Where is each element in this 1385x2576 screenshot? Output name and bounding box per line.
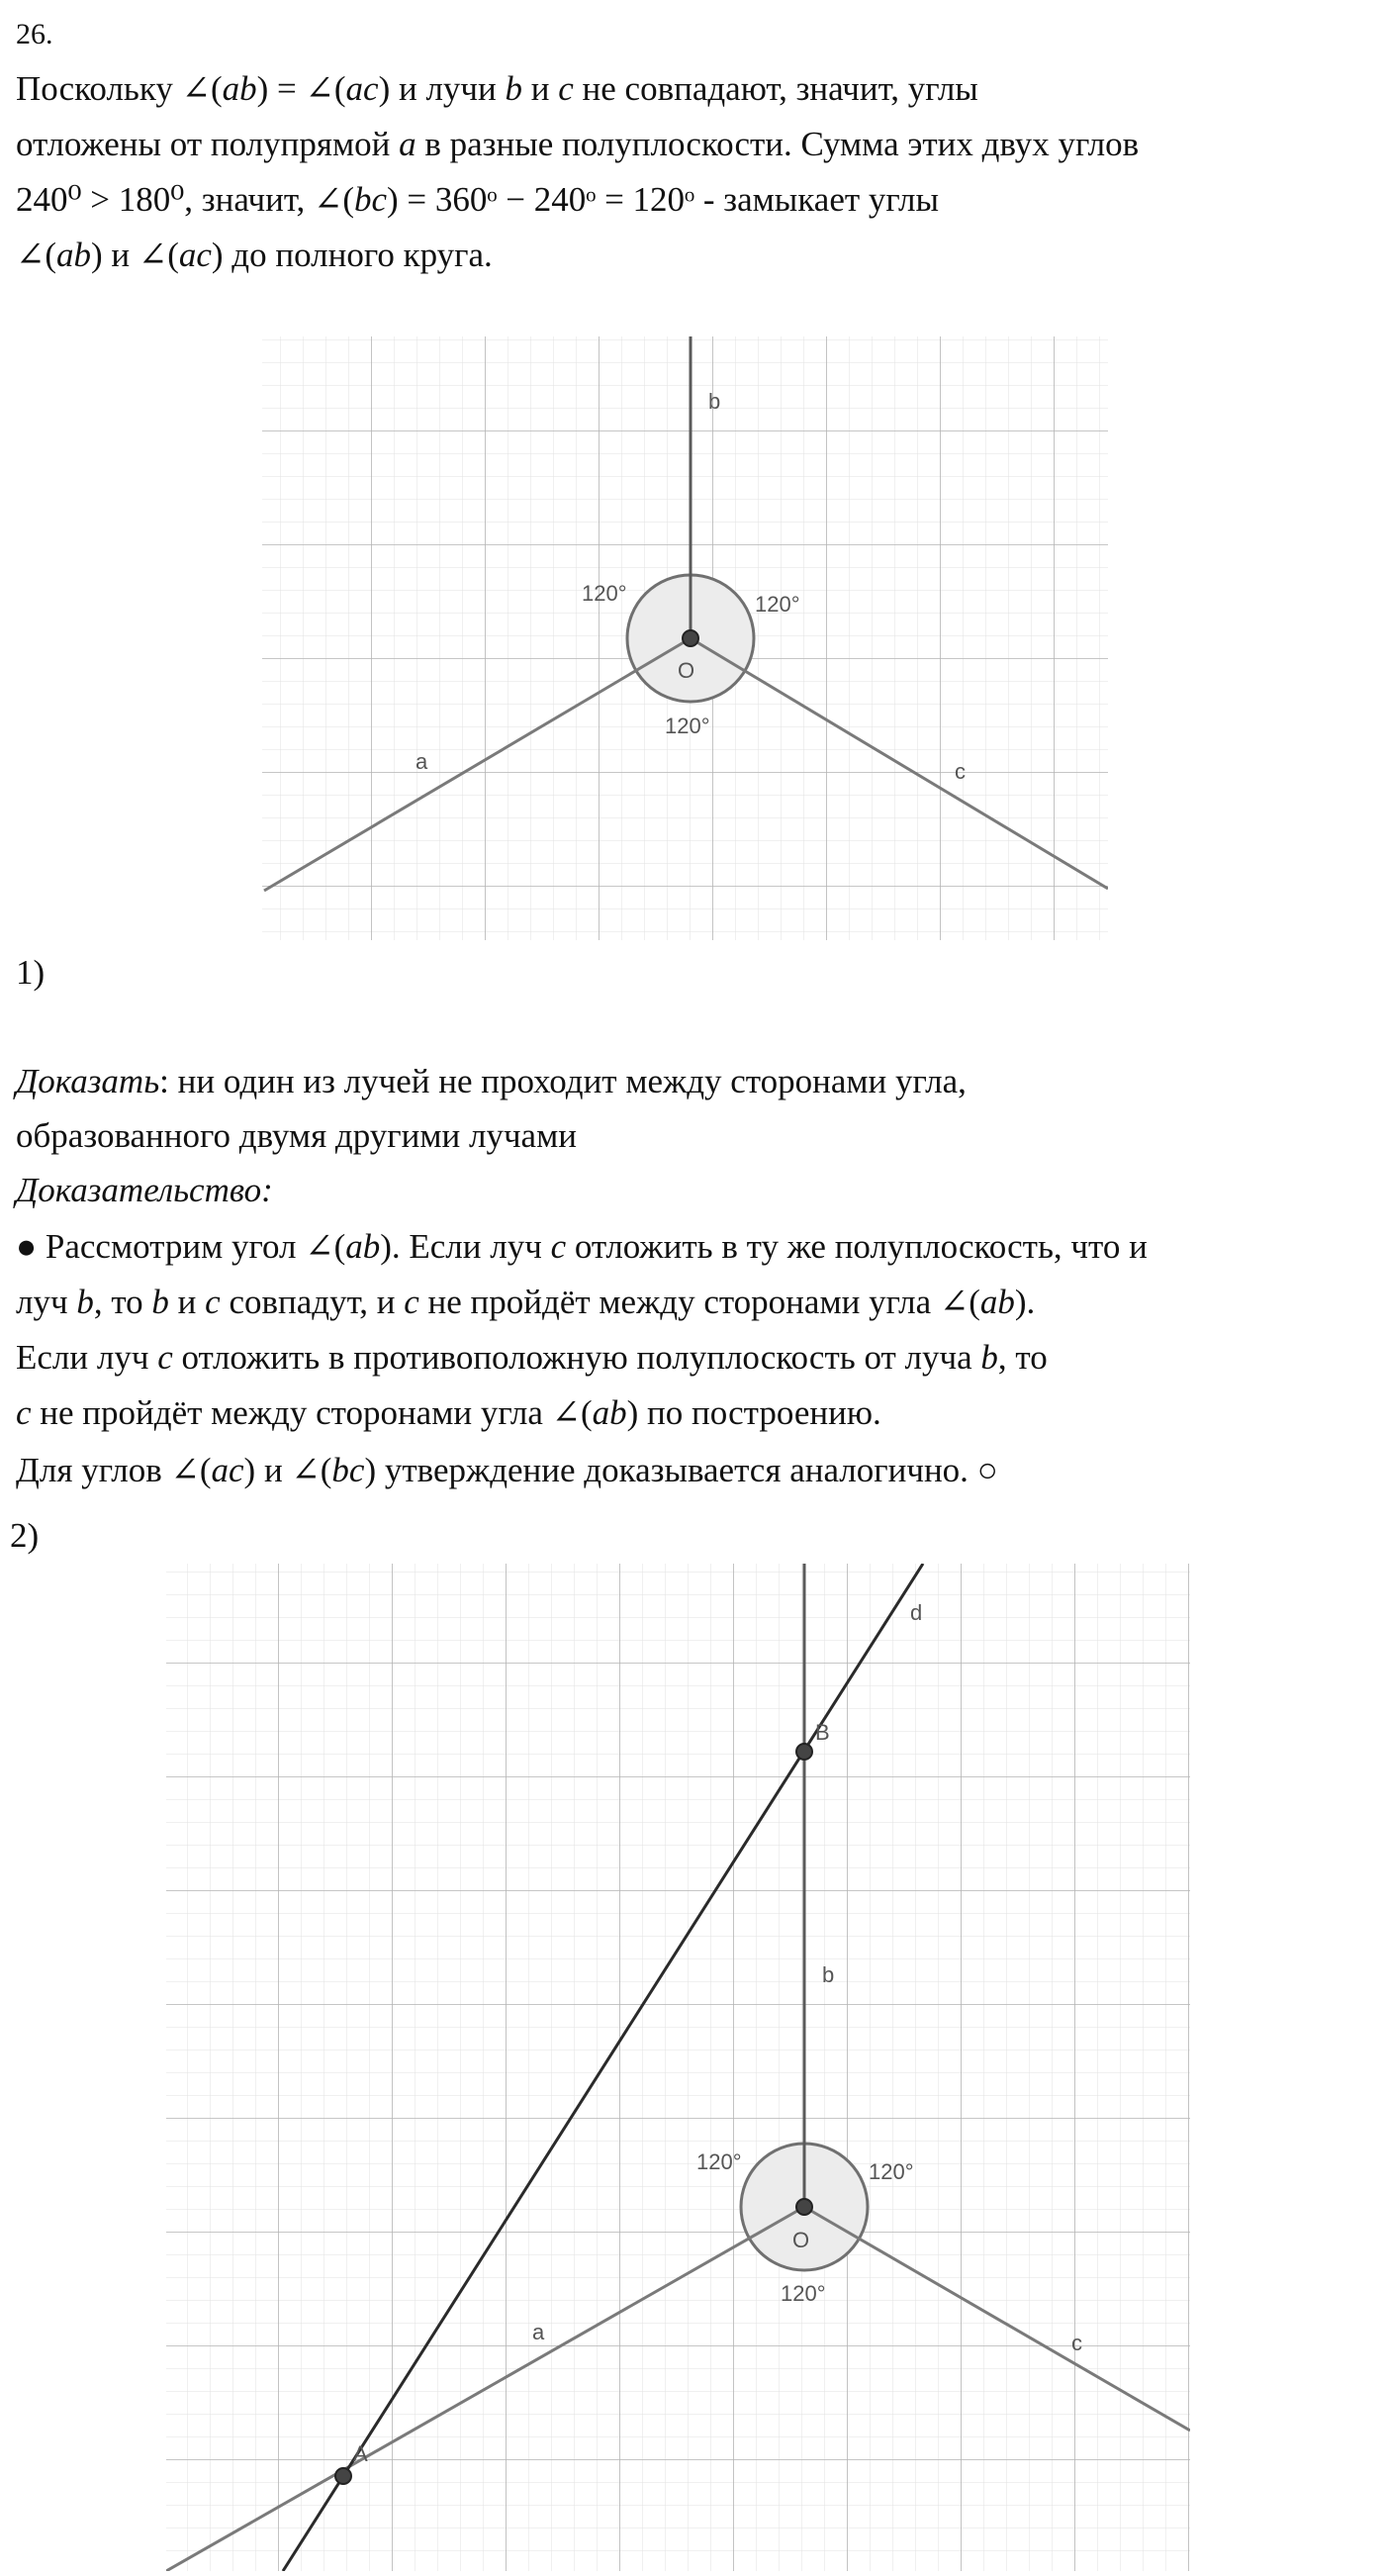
label-ray-b: b	[822, 1962, 835, 1987]
figure-2-canvas	[166, 1564, 1190, 2571]
intro-line-1: Поскольку ∠(ab) = ∠(ac) и лучи b и c не совпадают, значит, углы	[16, 69, 978, 108]
intro-line-2: отложены от полупрямой a в разные полуплоскости. Сумма этих двух углов	[16, 125, 1140, 163]
proof-line-4: c не пройдёт между сторонами угла ∠(ab) по построению.	[16, 1393, 881, 1432]
part-1-marker: 1)	[16, 953, 46, 992]
point-o	[683, 630, 698, 646]
figure-2	[166, 1564, 1190, 2576]
label-angle-ab: 120°	[582, 581, 627, 606]
label-ray-a: a	[416, 749, 428, 774]
prove-line-2: образованного двумя другими лучами	[16, 1116, 577, 1155]
figure-1-canvas	[262, 336, 1108, 940]
point-o	[796, 2199, 812, 2215]
label-angle-ac: 120°	[781, 2281, 826, 2306]
label-ray-b: b	[708, 389, 721, 414]
label-ray-c: c	[1071, 2331, 1082, 2355]
label-point-o: O	[678, 658, 695, 683]
label-point-b: B	[815, 1720, 830, 1745]
label-angle-bc: 120°	[755, 592, 800, 617]
prove-line-1: Доказать: ни один из лучей не проходит между сторонами угла,	[16, 1062, 967, 1100]
label-ray-c: c	[955, 759, 966, 784]
label-angle-bc: 120°	[869, 2159, 914, 2184]
label-point-a: A	[353, 2441, 368, 2466]
intro-line-4: ∠(ab) и ∠(ac) до полного круга.	[16, 236, 493, 274]
proof-label: Доказательство:	[16, 1171, 273, 1209]
proof-line-1: ● Рассмотрим угол ∠(ab). Если луч c отложить в ту же полуплоскость, что и	[16, 1227, 1148, 1266]
label-angle-ac: 120°	[665, 714, 710, 738]
major-grid	[166, 1564, 1190, 2571]
proof-line-3: Если луч c отложить в противоположную полуплоскость от луча b, то	[16, 1338, 1048, 1377]
prove-label: Доказать	[16, 1062, 160, 1100]
part-2-marker: 2)	[10, 1516, 40, 1555]
point-b	[796, 1744, 812, 1760]
label-angle-ab: 120°	[696, 2149, 742, 2174]
intro-line-3: 240⁰ > 180⁰, значит, ∠(bc) = 360ᵒ − 240ᵒ = 120ᵒ - замыкает углы	[16, 180, 939, 219]
label-point-o: O	[792, 2228, 810, 2252]
label-ray-a: a	[532, 2320, 545, 2344]
problem-number: 26.	[16, 18, 53, 50]
label-line-d: d	[910, 1600, 923, 1625]
figure-1	[262, 336, 1108, 945]
proof-line-5: Для углов ∠(ac) и ∠(bc) утверждение доказывается аналогично. ○	[16, 1451, 998, 1489]
point-a	[335, 2468, 351, 2484]
proof-line-2: луч b, то b и c совпадут, и c не пройдёт между сторонами угла ∠(ab).	[16, 1283, 1036, 1321]
